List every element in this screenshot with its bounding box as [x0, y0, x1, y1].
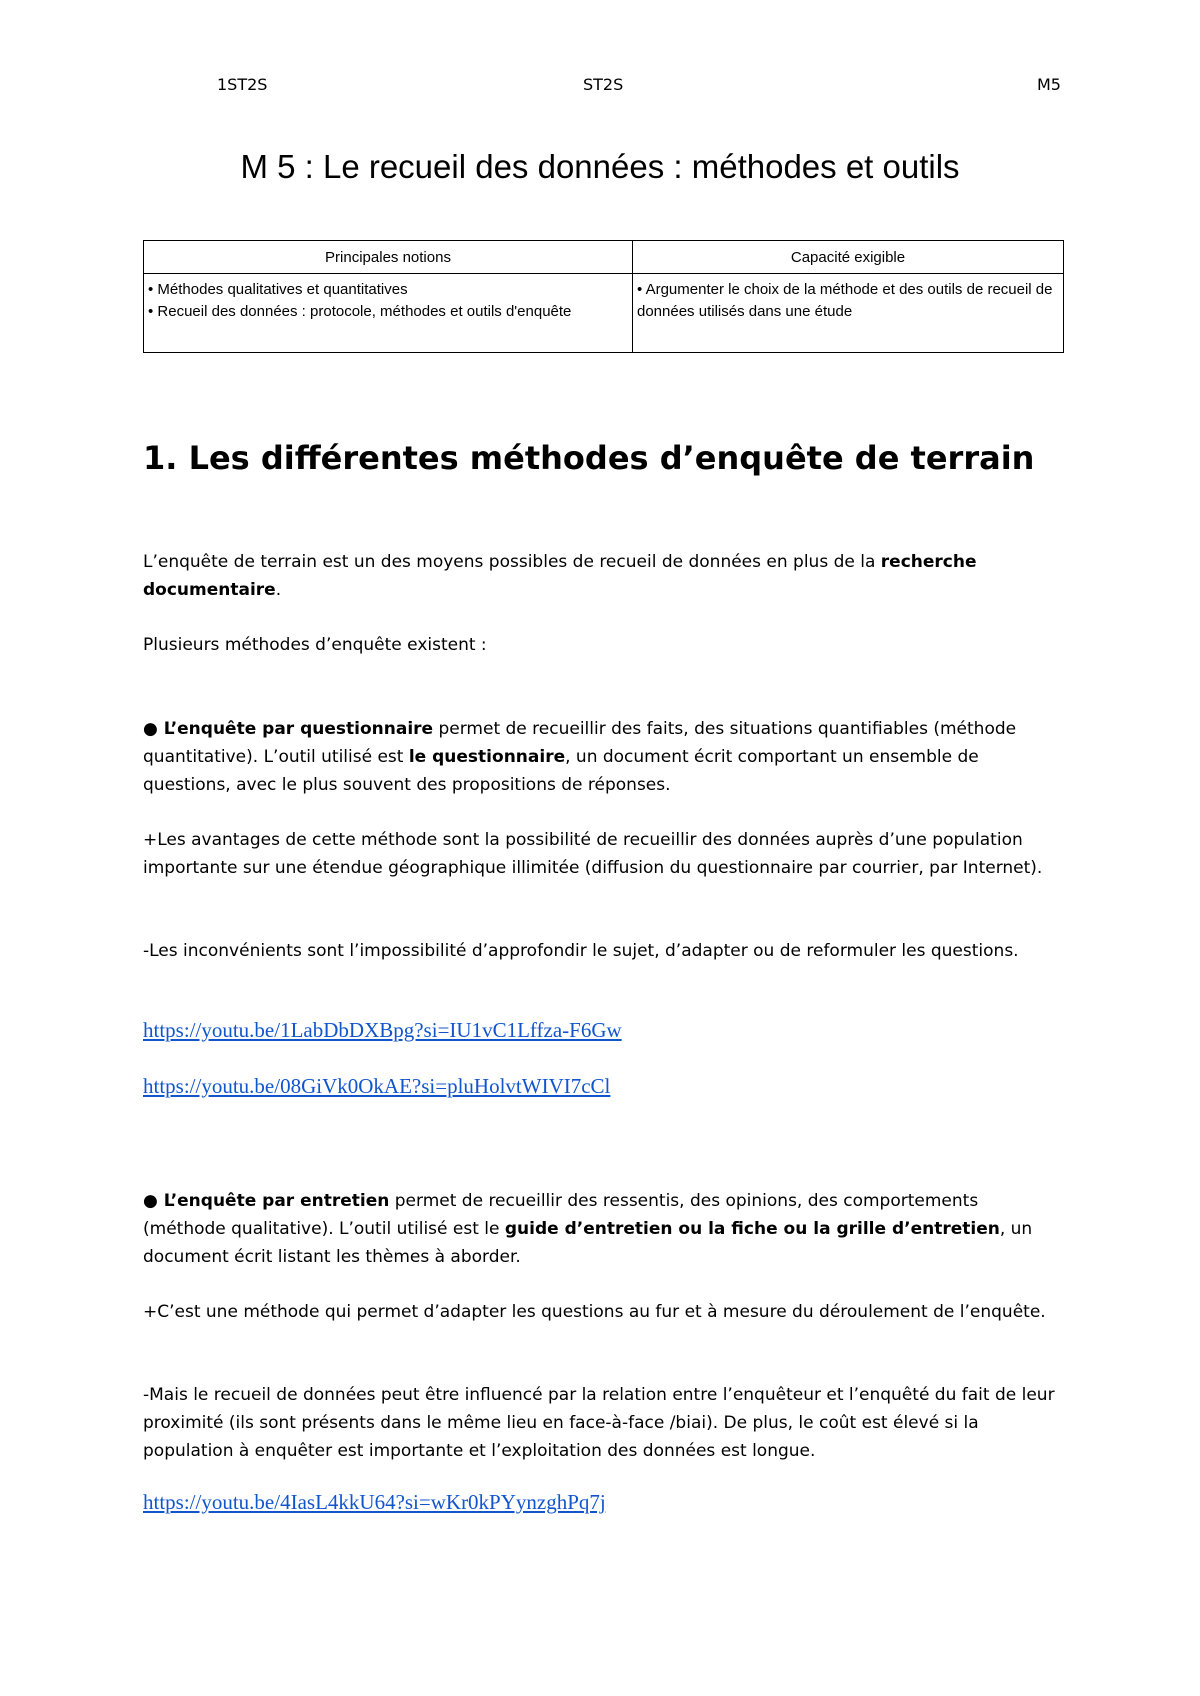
questionnaire-avantages: +Les avantages de cette méthode sont la possibilité de recueillir des données auprès d’une population importante sur une étendue géographique illimitée (diffusion du questionnaire par courrier, par Internet). — [143, 830, 1043, 878]
questionnaire-inconvenients: -Les inconvénients sont l’impossibilité d’approfondir le sujet, d’adapter ou de reformuler les questions. — [143, 941, 1019, 961]
table-cell-capacite: • Argumenter le choix de la méthode et des outils de recueil de données utilisés dans une étude — [633, 274, 1064, 353]
video-link[interactable]: https://youtu.be/4IasL4kkU64?si=wKr0kPYynzghPq7j — [143, 1490, 606, 1514]
intro-end: . — [275, 580, 282, 600]
questionnaire-text: permet de recueillir des faits, des situations quantifiables (méthode quantitative). L’outil utilisé est — [143, 719, 1017, 767]
notion-item: • Méthodes qualitatives et quantitatives — [148, 281, 408, 298]
bullet-icon: ● — [143, 1191, 164, 1211]
questionnaire-paragraph — [143, 715, 1063, 799]
entretien-text: permet de recueillir des ressentis, des opinions, des comportements (méthode qualitative). L’outil utilisé est le — [143, 1191, 979, 1239]
page-title: M 5 : Le recueil des données : méthodes et outils — [240, 148, 960, 185]
table-header-capacite: Capacité exigible — [633, 241, 1064, 274]
questionnaire-bold: L’enquête par questionnaire — [163, 719, 434, 739]
table-header-notions: Principales notions — [144, 241, 633, 274]
intro-paragraph — [143, 548, 1063, 604]
table-cell-notions — [144, 274, 633, 353]
questionnaire-text-end: , un document écrit comportant un ensemble de questions, avec le plus souvent des propositions de réponses. — [143, 747, 979, 795]
intro-bold: recherche documentaire — [143, 552, 977, 600]
methods-intro: Plusieurs méthodes d’enquête existent : — [143, 635, 487, 655]
notions-table — [143, 240, 1064, 353]
table-header-row — [144, 241, 1064, 274]
entretien-inconvenient: -Mais le recueil de données peut être influencé par la relation entre l’enquêteur et l’enquêté du fait de leur proximité (ils sont présents dans le même lieu en face-à-face /biai). De plus, le coût est élevé si la population à enquêter est importante et l’exploitation des données est longue. — [143, 1385, 1055, 1461]
header-right: M5 — [1037, 75, 1061, 94]
entretien-avantage: +C’est une méthode qui permet d’adapter les questions au fur et à mesure du déroulement de l’enquête. — [143, 1302, 1046, 1322]
bullet-icon: ● — [143, 719, 164, 739]
notion-item: • Recueil des données : protocole, méthodes et outils d'enquête — [148, 303, 572, 320]
entretien-tool: guide d’entretien ou la fiche ou la grille d’entretien — [504, 1219, 1000, 1239]
video-link[interactable]: https://youtu.be/1LabDbDXBpg?si=IU1vC1Lffza-F6Gw — [143, 1018, 622, 1042]
questionnaire-tool: le questionnaire — [408, 747, 566, 767]
entretien-bold: L’enquête par entretien — [163, 1191, 390, 1211]
video-link[interactable]: https://youtu.be/08GiVk0OkAE?si=pluHolvtWIVI7cCl — [143, 1074, 611, 1098]
intro-text: L’enquête de terrain est un des moyens possibles de recueil de données en plus de la — [143, 552, 881, 572]
header-center: ST2S — [583, 75, 624, 94]
header-left: 1ST2S — [217, 75, 268, 94]
entretien-text-end: , un document écrit listant les thèmes à aborder. — [143, 1219, 1033, 1267]
entretien-paragraph — [143, 1187, 1063, 1271]
section-heading: 1. Les différentes méthodes d’enquête de terrain — [143, 439, 1035, 477]
table-row — [144, 274, 1064, 353]
